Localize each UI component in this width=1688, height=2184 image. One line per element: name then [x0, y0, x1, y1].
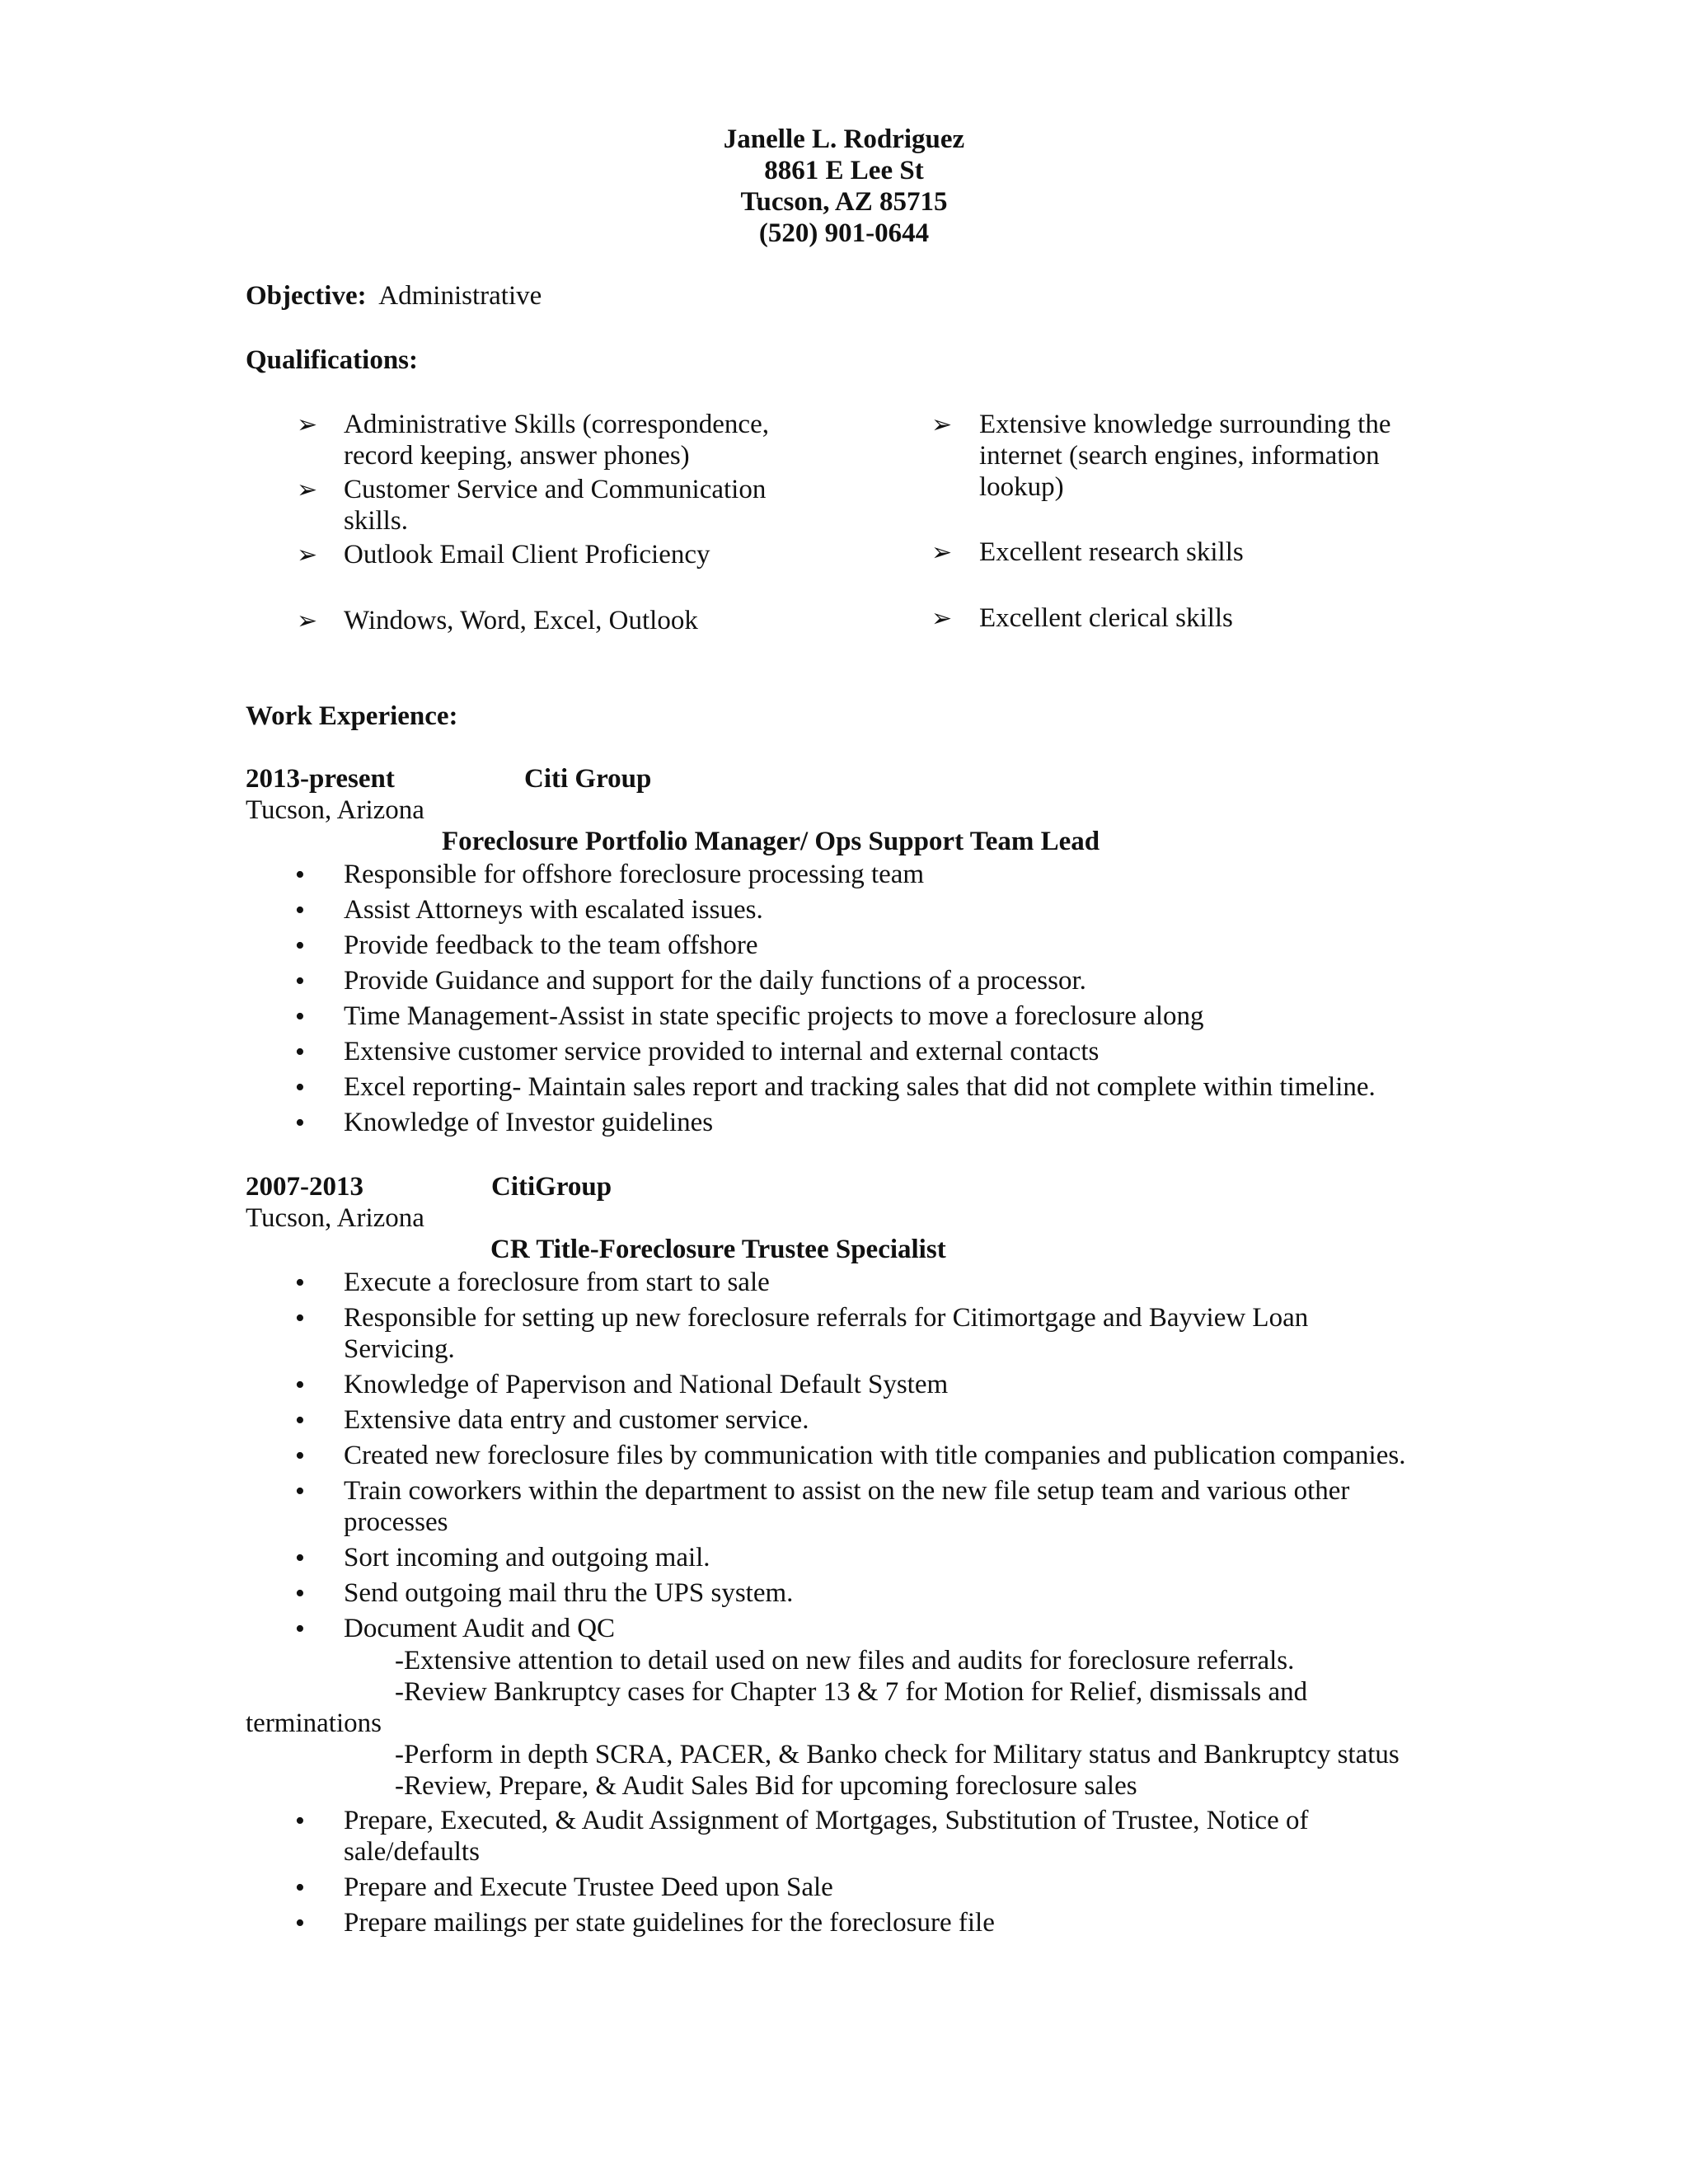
- duty-item: Extensive data entry and customer service.: [344, 1405, 809, 1435]
- bullet-icon: •: [295, 1108, 305, 1138]
- qualification-item: Extensive knowledge surrounding the: [979, 410, 1391, 439]
- audit-subitem-cont: terminations: [246, 1708, 382, 1738]
- qualification-item-cont: lookup): [979, 472, 1064, 502]
- duty-item: Train coworkers within the department to assist on the new file setup team and various other: [344, 1476, 1350, 1506]
- qualification-item: Excellent clerical skills: [979, 603, 1233, 633]
- duty-item: Document Audit and QC: [344, 1614, 616, 1643]
- bullet-icon: •: [295, 1037, 305, 1067]
- job-dates: 2013-present: [246, 764, 395, 794]
- arrow-bullet-icon: ➢: [297, 476, 318, 504]
- qualification-item: Administrative Skills (correspondence,: [344, 410, 769, 439]
- duty-item: Created new foreclosure files by communication with title companies and publication companies.: [344, 1441, 1406, 1470]
- qualifications-heading: Qualifications:: [246, 345, 419, 375]
- audit-subitem: -Review Bankruptcy cases for Chapter 13 & 7 for Motion for Relief, dismissals and: [395, 1677, 1308, 1707]
- duty-item: Excel reporting- Maintain sales report and tracking sales that did not complete within timeline.: [344, 1072, 1376, 1102]
- bullet-icon: •: [295, 1303, 305, 1333]
- job-company: Citi Group: [524, 764, 652, 794]
- job-title: Foreclosure Portfolio Manager/ Ops Support Team Lead: [442, 827, 1100, 856]
- qualification-item: Excellent research skills: [979, 537, 1244, 567]
- objective-value: Administrative: [378, 281, 542, 311]
- bullet-icon: •: [295, 1441, 305, 1471]
- duty-item: Execute a foreclosure from start to sale: [344, 1268, 770, 1297]
- bullet-icon: •: [295, 1543, 305, 1573]
- bullet-icon: •: [295, 1370, 305, 1400]
- bullet-icon: •: [295, 895, 305, 926]
- work-experience-heading: Work Experience:: [246, 701, 458, 731]
- arrow-bullet-icon: ➢: [297, 541, 318, 569]
- bullet-icon: •: [295, 1072, 305, 1103]
- duty-item: Knowledge of Papervison and National Default System: [344, 1370, 949, 1399]
- arrow-bullet-icon: ➢: [931, 605, 953, 632]
- objective-line: [246, 280, 542, 312]
- job-dates: 2007-2013: [246, 1172, 363, 1202]
- qualification-item: Outlook Email Client Proficiency: [344, 540, 710, 569]
- bullet-icon: •: [295, 1872, 305, 1903]
- bullet-icon: •: [295, 1268, 305, 1298]
- duty-item: Extensive customer service provided to internal and external contacts: [344, 1037, 1100, 1066]
- objective-label: Objective:: [246, 281, 367, 311]
- street-address: 8861 E Lee St: [764, 156, 924, 185]
- qualification-item-cont: internet (search engines, information: [979, 441, 1380, 471]
- duty-item: Time Management-Assist in state specific projects to move a foreclosure along: [344, 1001, 1204, 1031]
- duty-item-cont: Servicing.: [344, 1334, 455, 1364]
- duty-item: Responsible for setting up new foreclosure referrals for Citimortgage and Bayview Loan: [344, 1303, 1309, 1333]
- job-title: CR Title-Foreclosure Trustee Specialist: [490, 1235, 946, 1264]
- duty-item: Sort incoming and outgoing mail.: [344, 1543, 710, 1572]
- qualification-item-cont: skills.: [344, 506, 408, 536]
- duty-item: Send outgoing mail thru the UPS system.: [344, 1578, 794, 1608]
- arrow-bullet-icon: ➢: [297, 607, 318, 635]
- arrow-bullet-icon: ➢: [931, 539, 953, 566]
- duty-item: Prepare and Execute Trustee Deed upon Sale: [344, 1872, 833, 1902]
- duty-item: Assist Attorneys with escalated issues.: [344, 895, 763, 925]
- duty-item: Provide feedback to the team offshore: [344, 930, 758, 960]
- duty-item: Provide Guidance and support for the daily functions of a processor.: [344, 966, 1086, 996]
- arrow-bullet-icon: ➢: [931, 411, 953, 438]
- bullet-icon: •: [295, 966, 305, 996]
- duty-item: Prepare mailings per state guidelines for the foreclosure file: [344, 1908, 995, 1938]
- bullet-icon: •: [295, 1806, 305, 1836]
- duty-item-cont: sale/defaults: [344, 1837, 480, 1867]
- qualification-item: Windows, Word, Excel, Outlook: [344, 606, 698, 635]
- audit-subitem: -Extensive attention to detail used on new files and audits for foreclosure referrals.: [395, 1646, 1295, 1675]
- phone-number: (520) 901-0644: [758, 218, 930, 248]
- arrow-bullet-icon: ➢: [297, 411, 318, 438]
- applicant-name: Janelle L. Rodriguez: [723, 124, 965, 154]
- bullet-icon: •: [295, 930, 305, 961]
- duty-item: Prepare, Executed, & Audit Assignment of Mortgages, Substitution of Trustee, Notice of: [344, 1806, 1309, 1835]
- bullet-icon: •: [295, 860, 305, 890]
- audit-subitem: -Review, Prepare, & Audit Sales Bid for upcoming foreclosure sales: [395, 1771, 1137, 1801]
- bullet-icon: •: [295, 1614, 305, 1644]
- bullet-icon: •: [295, 1405, 305, 1436]
- qualification-item-cont: record keeping, answer phones): [344, 441, 690, 471]
- duty-item: Knowledge of Investor guidelines: [344, 1108, 714, 1137]
- bullet-icon: •: [295, 1476, 305, 1507]
- job-company: CitiGroup: [491, 1172, 612, 1202]
- job-location: Tucson, Arizona: [246, 795, 424, 825]
- city-state-zip: Tucson, AZ 85715: [740, 187, 948, 217]
- bullet-icon: •: [295, 1908, 305, 1938]
- bullet-icon: •: [295, 1578, 305, 1609]
- duty-item-cont: processes: [344, 1507, 448, 1537]
- job-location: Tucson, Arizona: [246, 1203, 424, 1233]
- duty-item: Responsible for offshore foreclosure processing team: [344, 860, 925, 889]
- qualification-item: Customer Service and Communication: [344, 475, 767, 504]
- bullet-icon: •: [295, 1001, 305, 1032]
- audit-subitem: -Perform in depth SCRA, PACER, & Banko check for Military status and Bankruptcy status: [395, 1740, 1400, 1769]
